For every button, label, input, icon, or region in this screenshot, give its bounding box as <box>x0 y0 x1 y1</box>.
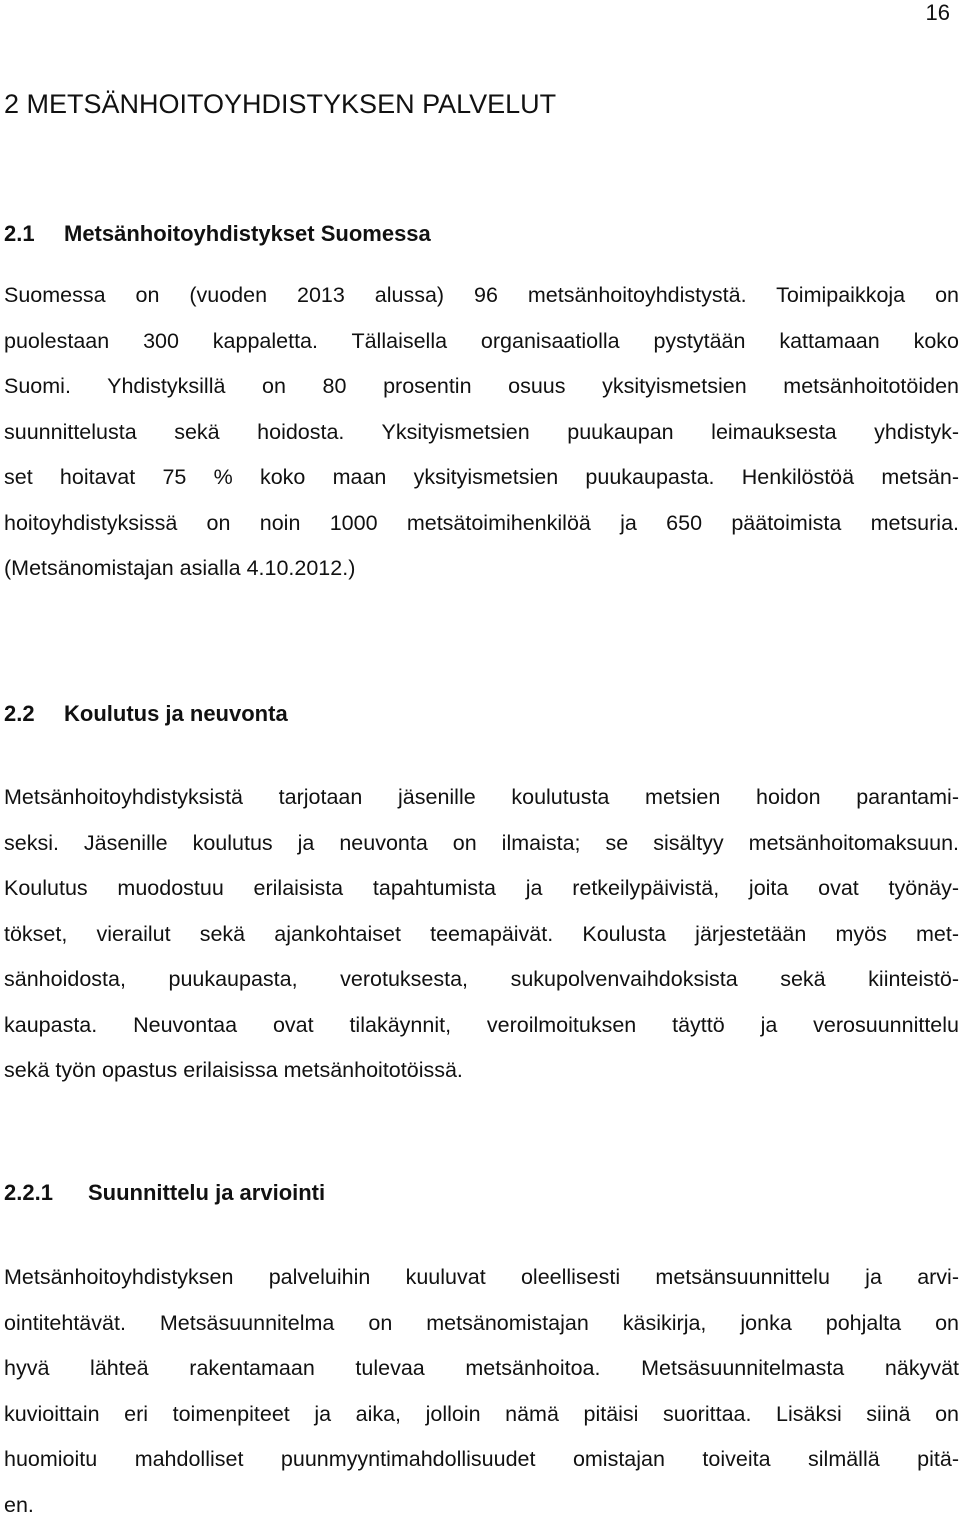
section-number: 2.2 <box>4 700 64 728</box>
text-line: hoitoyhdistyksissä on noin 1000 metsätoimihenkilöä ja 650 päätoimista metsuria. <box>4 501 959 547</box>
text-line: ointitehtävät. Metsäsuunnitelma on metsänomistajan käsikirja, jonka pohjalta on <box>4 1301 959 1347</box>
chapter-title: 2 METSÄNHOITOYHDISTYKSEN PALVELUT <box>4 87 556 121</box>
text-line: sekä työn opastus erilaisissa metsänhoitotöissä. <box>4 1048 959 1094</box>
section-number: 2.2.1 <box>4 1179 88 1207</box>
text-line: Suomessa on (vuoden 2013 alussa) 96 metsänhoitoyhdistystä. Toimipaikkoja on <box>4 273 959 319</box>
text-line: (Metsänomistajan asialla 4.10.2012.) <box>4 546 959 592</box>
section-title: Suunnittelu ja arviointi <box>88 1180 325 1205</box>
text-line: kuvioittain eri toimenpiteet ja aika, jolloin nämä pitäisi suorittaa. Lisäksi siinä on <box>4 1392 959 1438</box>
text-line: Suomi. Yhdistyksillä on 80 prosentin osuus yksityismetsien metsänhoitotöiden <box>4 364 959 410</box>
text-line: Koulutus muodostuu erilaisista tapahtumista ja retkeilypäivistä, joita ovat työnäy- <box>4 866 959 912</box>
text-line: huomioitu mahdolliset puunmyyntimahdollisuudet omistajan toiveita silmällä pitä- <box>4 1437 959 1483</box>
section-title: Metsänhoitoyhdistykset Suomessa <box>64 221 431 246</box>
page-number: 16 <box>926 0 950 26</box>
text-line: hyvä lähteä rakentamaan tulevaa metsänhoitoa. Metsäsuunnitelmasta näkyvät <box>4 1346 959 1392</box>
text-line: seksi. Jäsenille koulutus ja neuvonta on ilmaista; se sisältyy metsänhoitomaksuun. <box>4 821 959 867</box>
text-line: tökset, vierailut sekä ajankohtaiset teemapäivät. Koulusta järjestetään myös met- <box>4 912 959 958</box>
paragraph-2-2-1 <box>4 1255 959 1528</box>
section-title: Koulutus ja neuvonta <box>64 701 288 726</box>
text-line: sänhoidosta, puukaupasta, verotuksesta, sukupolvenvaihdoksista sekä kiinteistö- <box>4 957 959 1003</box>
paragraph-2-2 <box>4 775 959 1094</box>
text-line: set hoitavat 75 % koko maan yksityismetsien puukaupasta. Henkilöstöä metsän- <box>4 455 959 501</box>
text-line: Metsänhoitoyhdistyksen palveluihin kuuluvat oleellisesti metsänsuunnittelu ja arvi- <box>4 1255 959 1301</box>
text-line: en. <box>4 1483 959 1528</box>
section-number: 2.1 <box>4 220 64 248</box>
section-heading-2-1 <box>4 220 431 248</box>
section-heading-2-2-1 <box>4 1179 325 1207</box>
text-line: kaupasta. Neuvontaa ovat tilakäynnit, veroilmoituksen täyttö ja verosuunnittelu <box>4 1003 959 1049</box>
text-line: Metsänhoitoyhdistyksistä tarjotaan jäsenille koulutusta metsien hoidon parantami- <box>4 775 959 821</box>
section-heading-2-2 <box>4 700 288 728</box>
text-line: suunnittelusta sekä hoidosta. Yksityismetsien puukaupan leimauksesta yhdistyk- <box>4 410 959 456</box>
text-line: puolestaan 300 kappaletta. Tällaisella organisaatiolla pystytään kattamaan koko <box>4 319 959 365</box>
paragraph-2-1 <box>4 273 959 592</box>
